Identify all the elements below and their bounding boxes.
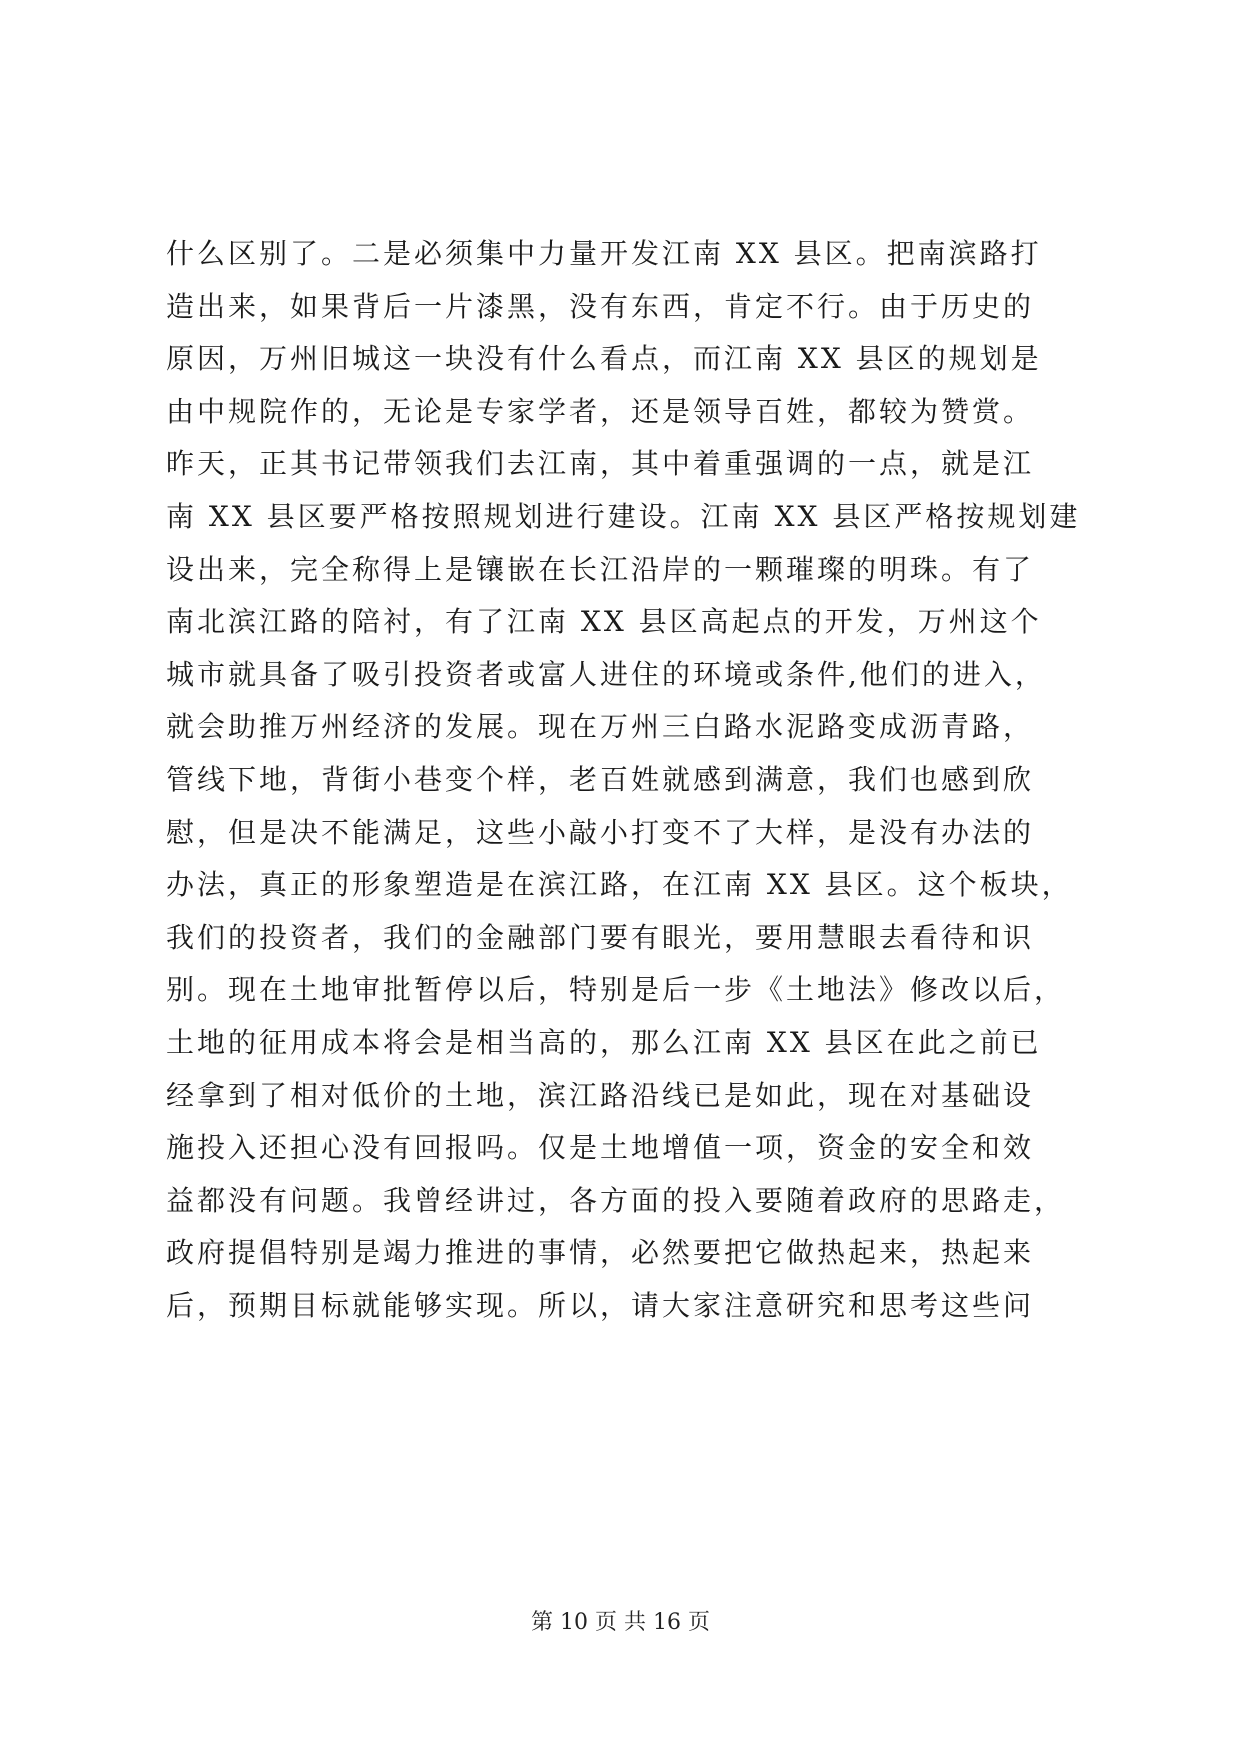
text-line: 土地的征用成本将会是相当高的，那么江南 XX 县区在此之前已	[166, 1025, 1042, 1059]
text-line: 南北滨江路的陪衬，有了江南 XX 县区高起点的开发，万州这个	[166, 605, 1042, 639]
body-text	[166, 228, 1086, 1332]
text-line: 什么区别了。二是必须集中力量开发江南 XX 县区。把南滨路打	[166, 237, 1042, 270]
text-line: 益都没有问题。我曾经讲过，各方面的投入要随着政府的思路走，	[166, 1183, 1066, 1217]
text-line: 城市就具备了吸引投资者或富人进住的环境或条件,他们的进入，	[166, 657, 1046, 691]
text-line: 南 XX 县区要严格按照规划进行建设。江南 XX 县区严格按规划建	[166, 499, 1081, 533]
text-line: 由中规院作的，无论是专家学者，还是领导百姓，都较为赞赏。	[166, 394, 1035, 428]
text-line: 经拿到了相对低价的土地，滨江路沿线已是如此，现在对基础设	[166, 1078, 1035, 1112]
page-number-footer: 第 10 页 共 16 页	[531, 1610, 710, 1635]
text-line: 原因，万州旧城这一块没有什么看点，而江南 XX 县区的规划是	[166, 342, 1042, 376]
text-line: 管线下地，背街小巷变个样，老百姓就感到满意，我们也感到欣	[166, 762, 1035, 796]
text-line: 设出来，完全称得上是镶嵌在长江沿岸的一颗璀璨的明珠。有了	[166, 552, 1035, 586]
text-line: 后，预期目标就能够实现。所以，请大家注意研究和思考这些问	[166, 1288, 1035, 1322]
text-line: 造出来，如果背后一片漆黑，没有东西，肯定不行。由于历史的	[166, 289, 1035, 323]
text-line: 别。现在土地审批暂停以后，特别是后一步《土地法》修改以后，	[166, 973, 1066, 1007]
text-line: 施投入还担心没有回报吗。仅是土地增值一项，资金的安全和效	[166, 1131, 1035, 1165]
text-line: 政府提倡特别是竭力推进的事情，必然要把它做热起来，热起来	[166, 1236, 1035, 1270]
text-line: 就会助推万州经济的发展。现在万州三白路水泥路变成沥青路，	[166, 710, 1035, 744]
text-line: 我们的投资者，我们的金融部门要有眼光，要用慧眼去看待和识	[166, 920, 1035, 954]
text-line: 昨天，正其书记带领我们去江南，其中着重强调的一点，就是江	[166, 447, 1035, 481]
text-line: 办法，真正的形象塑造是在滨江路，在江南 XX 县区。这个板块，	[166, 868, 1073, 902]
text-line: 慰，但是决不能满足，这些小敲小打变不了大样，是没有办法的	[166, 815, 1035, 849]
